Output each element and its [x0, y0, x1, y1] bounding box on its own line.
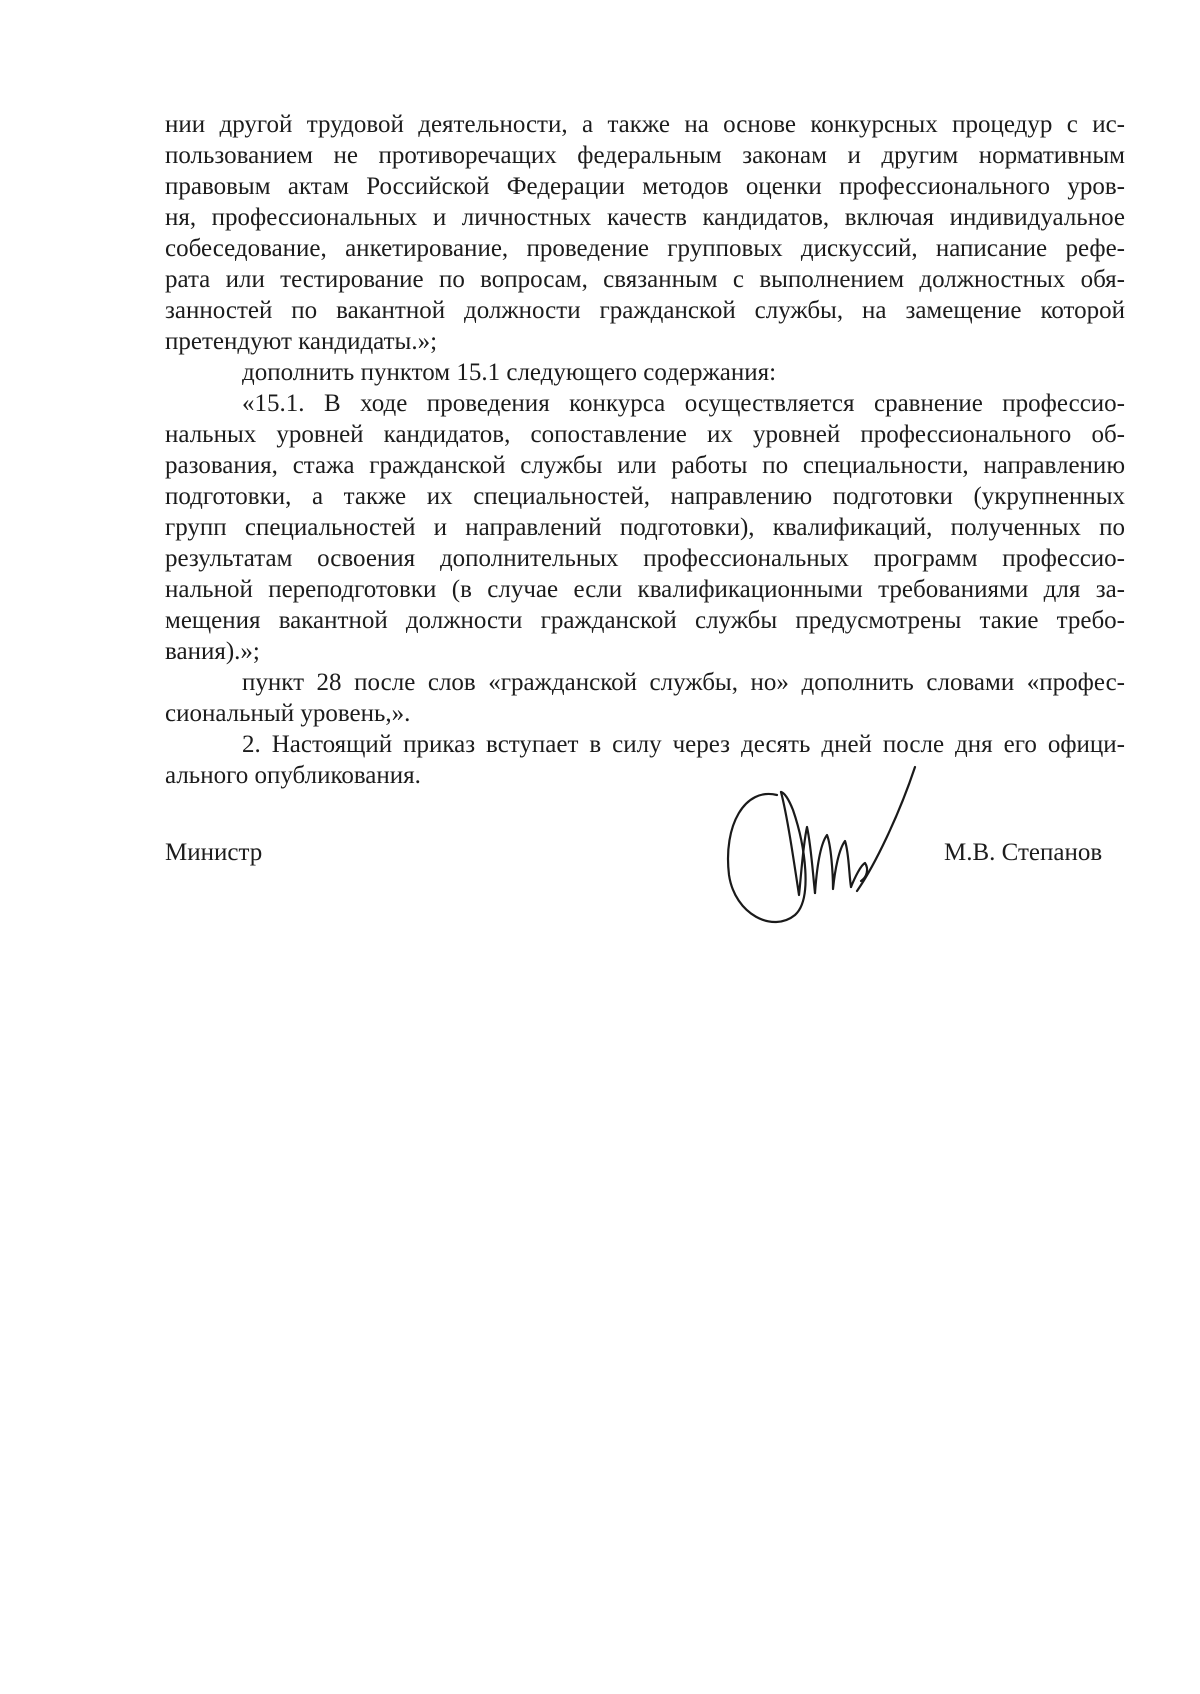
handwritten-signature [715, 765, 945, 935]
position-title: Министр [165, 839, 263, 866]
text-line: результатам освоения дополнительных профессиональных программ профессио- [165, 545, 1125, 572]
text-line: разования, стажа гражданской службы или работы по специальности, направлению [165, 452, 1125, 479]
text-line: собеседование, анкетирование, проведение групповых дискуссий, написание рефе- [165, 235, 1125, 262]
text-line: занностей по вакантной должности гражданской службы, на замещение которой [165, 297, 1125, 324]
text-line: претендуют кандидаты.»; [165, 328, 438, 355]
text-line: мещения вакантной должности гражданской службы предусмотрены такие требо- [165, 607, 1125, 634]
signer-name: М.В. Степанов [944, 839, 1103, 866]
text-line: 2. Настоящий приказ вступает в силу через десять дней после дня его офици- [242, 731, 1125, 758]
text-line: ального опубликования. [165, 762, 421, 789]
text-line: сиональный уровень,». [165, 700, 411, 727]
text-line: пункт 28 после слов «гражданской службы, но» дополнить словами «профес- [242, 669, 1125, 696]
text-line: дополнить пунктом 15.1 следующего содержания: [242, 359, 777, 386]
text-line: ня, профессиональных и личностных качеств кандидатов, включая индивидуальное [165, 204, 1125, 231]
text-line: нии другой трудовой деятельности, а также на основе конкурсных процедур с ис- [165, 111, 1125, 138]
text-line: нальной переподготовки (в случае если квалификационными требованиями для за- [165, 576, 1125, 603]
text-line: правовым актам Российской Федерации методов оценки профессионального уров- [165, 173, 1125, 200]
document-body [165, 109, 1125, 791]
text-line: вания).»; [165, 638, 260, 665]
text-line: нальных уровней кандидатов, сопоставление их уровней профессионального об- [165, 421, 1125, 448]
text-line: подготовки, а также их специальностей, направлению подготовки (укрупненных [165, 483, 1125, 510]
text-line: групп специальностей и направлений подготовки), квалификаций, полученных по [165, 514, 1125, 541]
text-line: рата или тестирование по вопросам, связанным с выполнением должностных обя- [165, 266, 1125, 293]
text-line: «15.1. В ходе проведения конкурса осуществляется сравнение профессио- [242, 390, 1125, 417]
text-line: пользованием не противоречащих федеральным законам и другим нормативным [165, 142, 1125, 169]
